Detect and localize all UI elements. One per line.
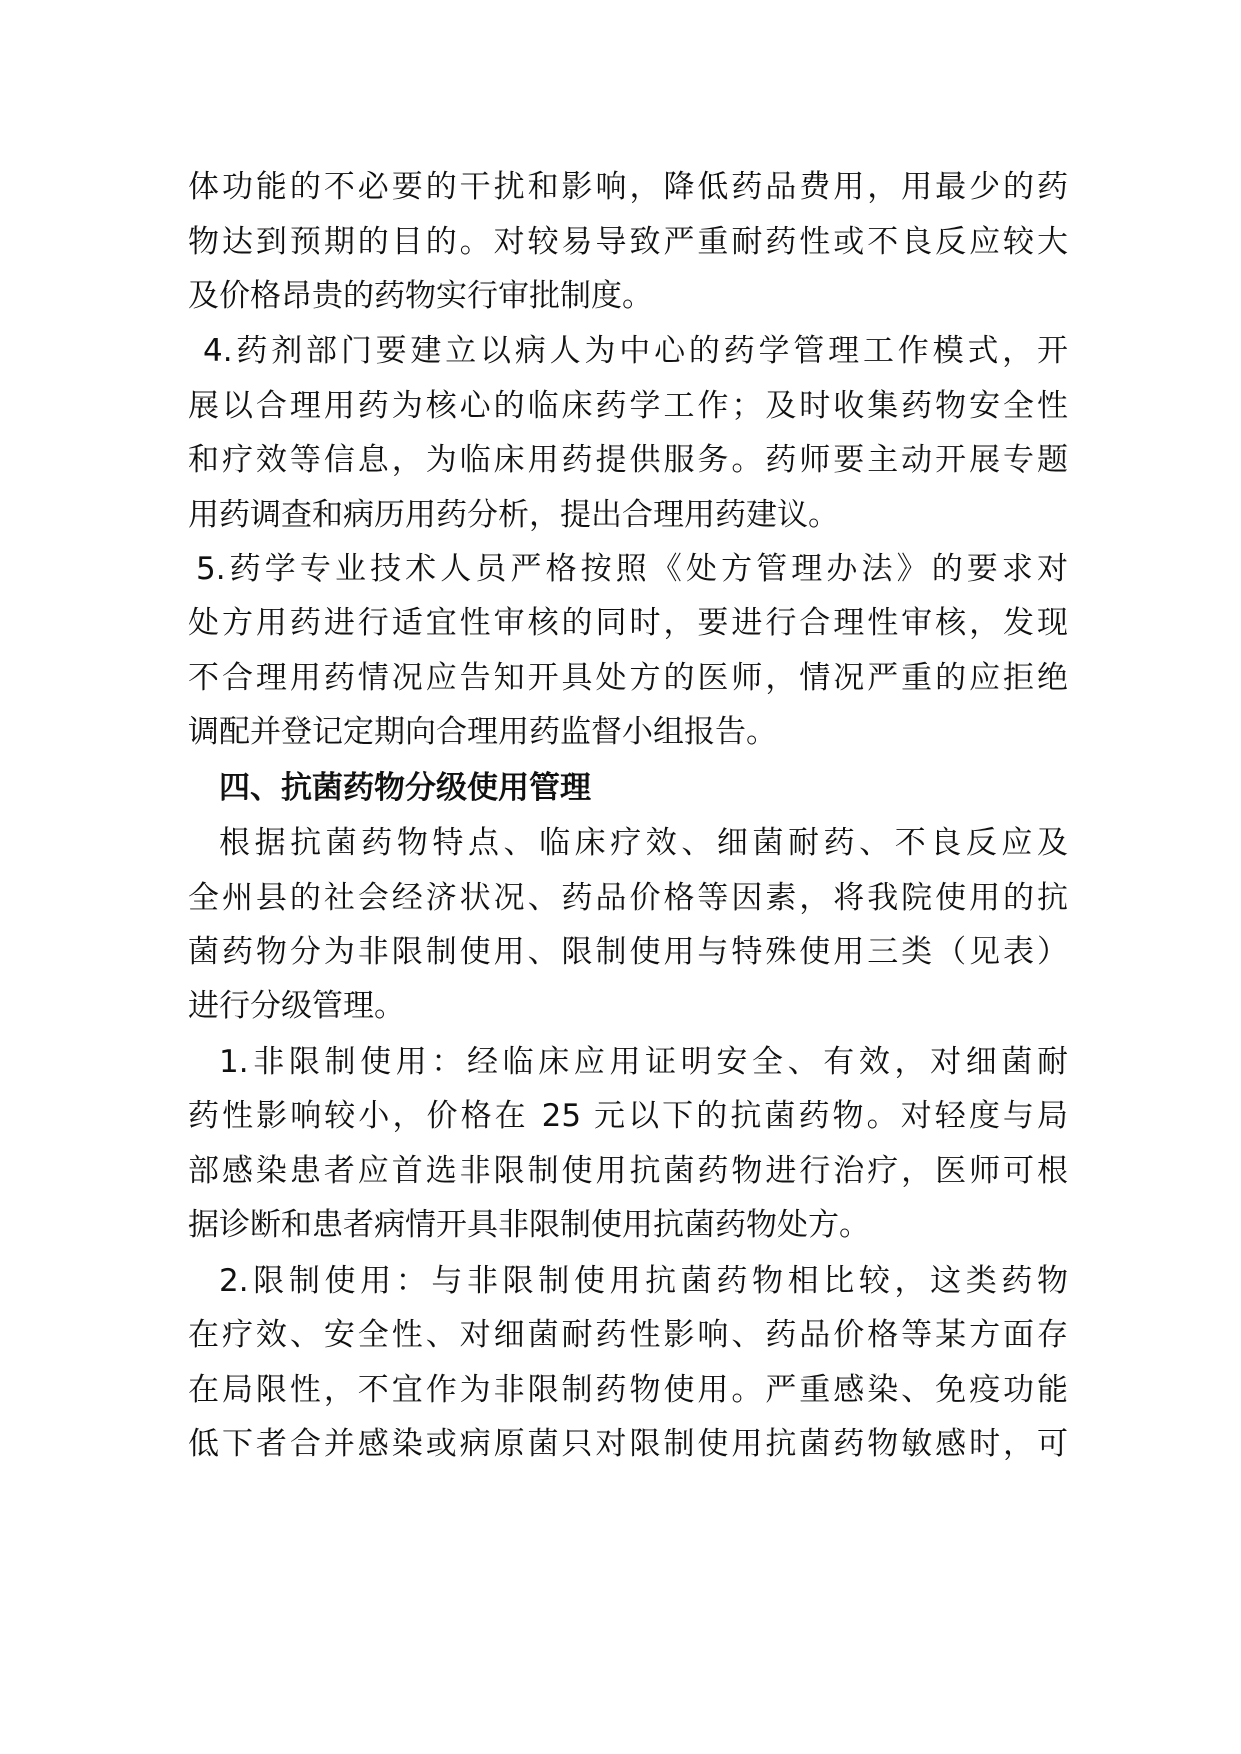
text-line: 进行分级管理。 — [188, 988, 405, 1024]
text-line: 体功能的不必要的干扰和影响，降低药品费用，用最少的药 — [188, 169, 1068, 205]
section-heading: 四、抗菌药物分级使用管理 — [219, 770, 591, 806]
text-line: 不合理用药情况应告知开具处方的医师，情况严重的应拒绝 — [188, 660, 1068, 696]
text-line: 用药调查和病历用药分析，提出合理用药建议。 — [188, 497, 839, 533]
text-line: 处方用药进行适宜性审核的同时，要进行合理性审核，发现 — [188, 605, 1068, 641]
text-line: 及价格昂贵的药物实行审批制度。 — [188, 278, 653, 314]
text-line: 根据抗菌药物特点、临床疗效、细菌耐药、不良反应及 — [219, 825, 1068, 861]
text-line: 菌药物分为非限制使用、限制使用与特殊使用三类（见表） — [188, 934, 1068, 970]
text-line: 展以合理用药为核心的临床药学工作；及时收集药物安全性 — [188, 388, 1068, 424]
text-line: 物达到预期的目的。对较易导致严重耐药性或不良反应较大 — [188, 224, 1068, 260]
text-line: 部感染患者应首选非限制使用抗菌药物进行治疗，医师可根 — [188, 1153, 1068, 1189]
text-line: 2.限制使用：与非限制使用抗菌药物相比较，这类药物 — [219, 1263, 1068, 1299]
text-line: 低下者合并感染或病原菌只对限制使用抗菌药物敏感时，可 — [188, 1426, 1068, 1462]
text-line: 据诊断和患者病情开具非限制使用抗菌药物处方。 — [188, 1207, 870, 1243]
text-line: 全州县的社会经济状况、药品价格等因素，将我院使用的抗 — [188, 880, 1068, 916]
text-line: 5.药学专业技术人员严格按照《处方管理办法》的要求对 — [196, 551, 1068, 587]
text-line: 调配并登记定期向合理用药监督小组报告。 — [188, 714, 777, 750]
text-line: 在疗效、安全性、对细菌耐药性影响、药品价格等某方面存 — [188, 1317, 1068, 1353]
text-line: 药性影响较小，价格在 25 元以下的抗菌药物。对轻度与局 — [188, 1098, 1068, 1134]
text-line: 4.药剂部门要建立以病人为中心的药学管理工作模式，开 — [203, 333, 1068, 369]
text-line: 1.非限制使用：经临床应用证明安全、有效，对细菌耐 — [219, 1044, 1068, 1080]
text-line: 和疗效等信息，为临床用药提供服务。药师要主动开展专题 — [188, 442, 1068, 478]
text-line: 在局限性，不宜作为非限制药物使用。严重感染、免疫功能 — [188, 1372, 1068, 1408]
